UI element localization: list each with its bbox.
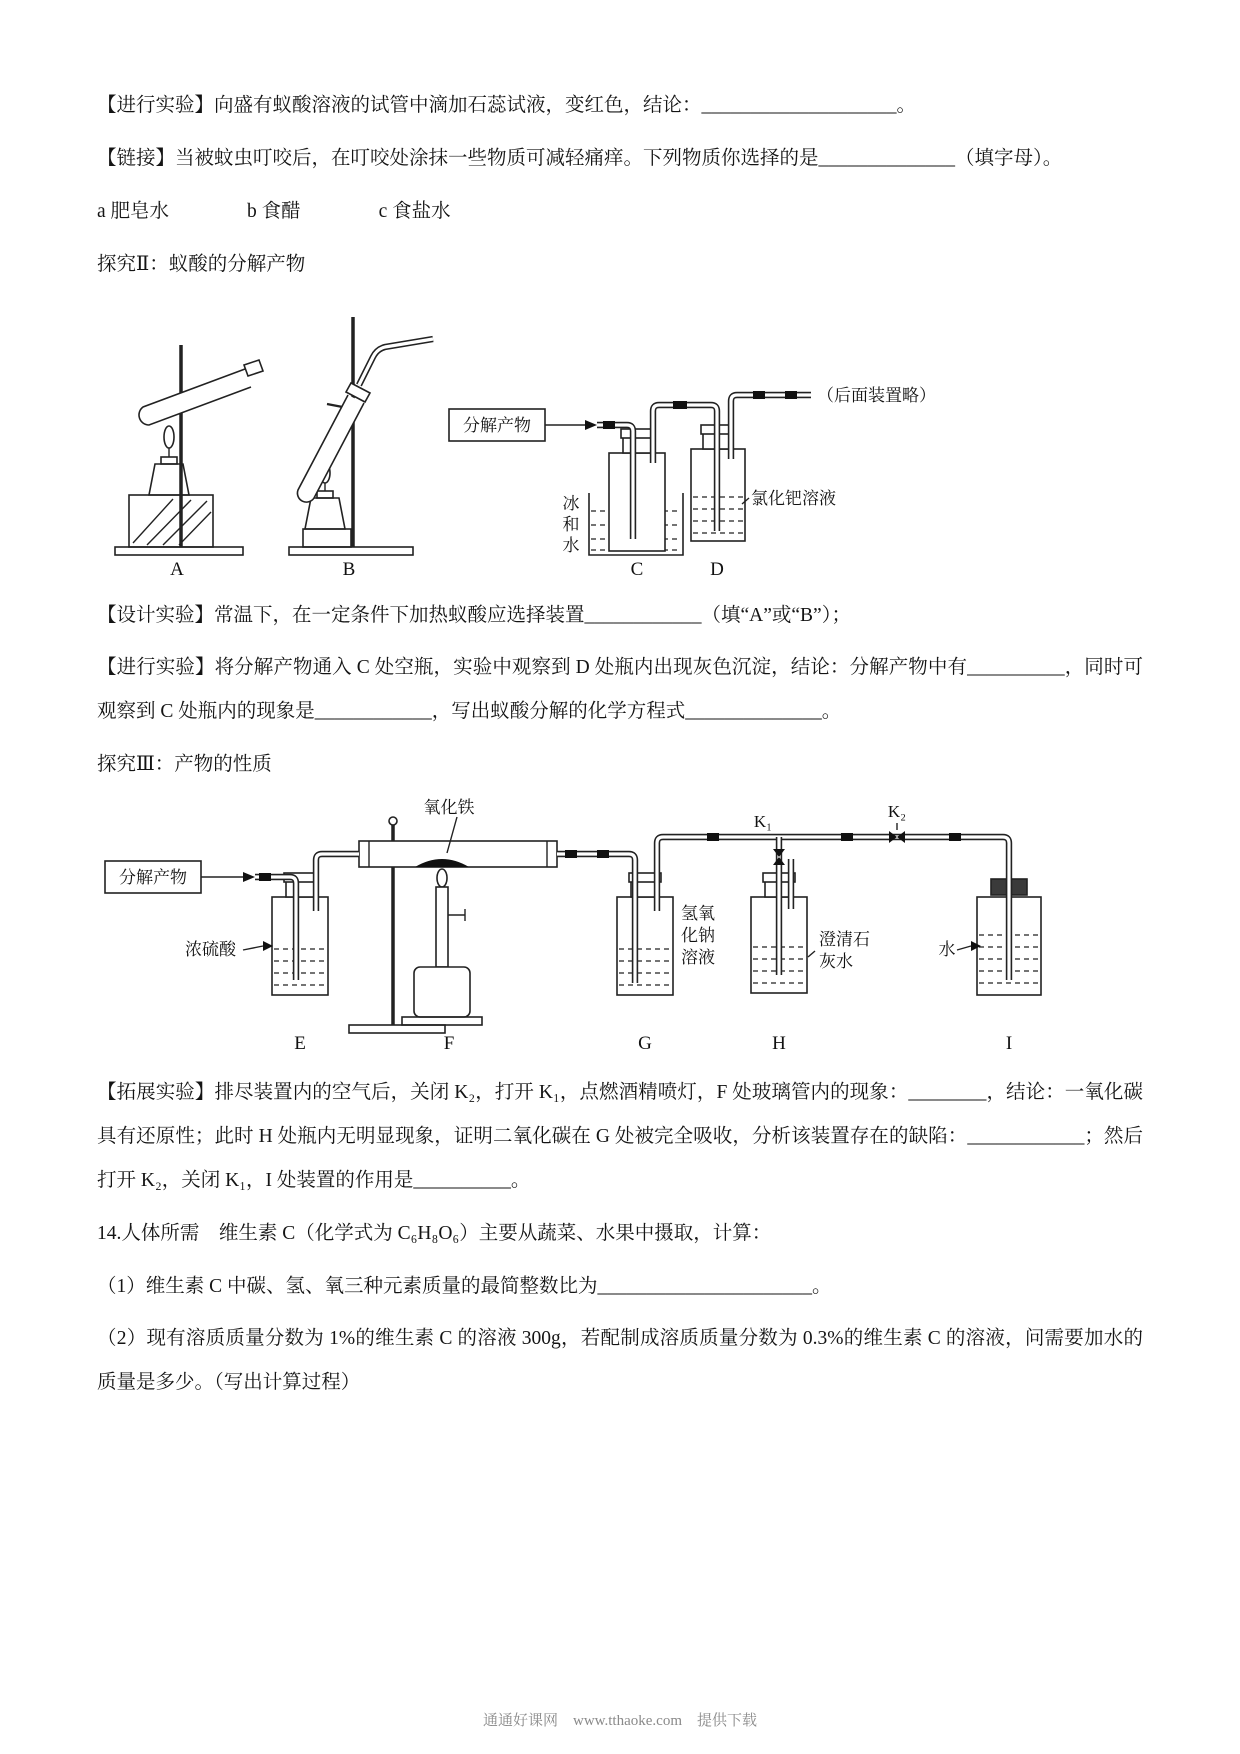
heading-inquiry-2: 探究Ⅱ：蚁酸的分解产物 bbox=[97, 253, 306, 275]
page-footer: 通通好课网 www.tthaoke.com 提供下载 bbox=[482, 1713, 757, 1729]
wooden-block-a bbox=[129, 495, 213, 547]
label-f: F bbox=[443, 1033, 455, 1054]
label-b: B bbox=[342, 558, 356, 580]
delivery-tube-b bbox=[359, 339, 433, 385]
glass-tube-f bbox=[359, 841, 557, 867]
paragraph-question-14-1: （1）维生素 C 中碳、氢、氧三种元素质量的最简整数比为______________________。 bbox=[97, 1275, 832, 1297]
label-i: I bbox=[1005, 1033, 1013, 1054]
k1-label: K₁ bbox=[753, 812, 773, 831]
apparatus-diagram-1 bbox=[97, 297, 957, 582]
product-box-1-label: 分解产物 bbox=[463, 415, 531, 435]
conc-sulfuric-acid-text: 浓硫酸 bbox=[185, 940, 236, 959]
note-rest-omitted: （后面装置略） bbox=[817, 385, 936, 405]
naoh-label-3: 溶液 bbox=[681, 948, 715, 967]
bottle-g bbox=[617, 873, 673, 995]
test-tube-b bbox=[297, 383, 370, 502]
iron-oxide-text: 氧化铁 bbox=[423, 798, 475, 817]
ice-water-label-1: 冰 bbox=[562, 493, 580, 513]
label-c: C bbox=[630, 558, 644, 580]
flow-arrow-2 bbox=[201, 872, 255, 882]
figure-product-properties-apparatus bbox=[97, 797, 1143, 1059]
label-h: H bbox=[772, 1033, 786, 1054]
paragraph-options: a 肥皂水 b 食醋 c 食盐水 bbox=[97, 200, 451, 222]
limewater-text-1: 澄清石 bbox=[819, 930, 870, 949]
paragraph-link: 【链接】当被蚊虫叮咬后，在叮咬处涂抹一些物质可减轻痛痒。下列物质你选择的是______________（填字母）。 bbox=[97, 147, 1063, 169]
paragraph-design-experiment: 【设计实验】常温下，在一定条件下加热蚁酸应选择装置____________（填“A”或“B”）； bbox=[97, 604, 851, 626]
apparatus-diagram-2 bbox=[97, 797, 1137, 1059]
product-box-1 bbox=[449, 409, 545, 441]
apparatus-a bbox=[115, 345, 263, 555]
product-box-2-label: 分解产物 bbox=[119, 868, 187, 887]
figure-decomposition-apparatus bbox=[97, 297, 1143, 582]
test-tube-a bbox=[139, 360, 263, 425]
alcohol-lamp-a bbox=[149, 426, 189, 495]
ice-water-label-2: 和 bbox=[562, 514, 580, 534]
sulfuric-acid-label bbox=[185, 940, 273, 959]
naoh-label-2: 化钠 bbox=[681, 926, 715, 945]
flow-arrow-1 bbox=[545, 420, 597, 430]
label-d: D bbox=[710, 558, 724, 580]
ice-water-label-3: 水 bbox=[562, 535, 580, 555]
product-box-2 bbox=[105, 861, 201, 893]
label-e: E bbox=[294, 1033, 306, 1054]
label-g: G bbox=[638, 1033, 652, 1054]
paragraph-conduct-experiment-2: 【进行实验】将分解产物通入 C 处空瓶，实验中观察到 D 处瓶内出现灰色沉淀，结论：分解产物中有__________，同时可观察到 C 处瓶内的现象是____________，写出蚁酸分解的化学方程式______________。 bbox=[97, 657, 1143, 723]
paragraph-question-14-2: （2）现有溶质质量分数为 1%的维生素 C 的溶液 300g，若配制成溶质质量分数为 0.3%的维生素 C 的溶液，问需要加水的质量是多少。（写出计算过程） bbox=[97, 1328, 1143, 1394]
heading-inquiry-3: 探究Ⅲ：产物的性质 bbox=[97, 754, 272, 776]
water-text: 水 bbox=[938, 940, 956, 959]
limewater-text-2: 灰水 bbox=[819, 952, 853, 971]
water-label bbox=[939, 940, 982, 959]
bottle-c bbox=[609, 429, 665, 551]
paragraph-extension-experiment: 【拓展实验】排尽装置内的空气后，关闭 K₂，打开 K₁，点燃酒精喷灯，F 处玻璃管内的现象：________，结论：一氧化碳具有还原性；此时 H 处瓶内无明显现象，证明二氧化碳在 G 处被完全吸收，分析该装置存在的缺陷：____________；然后打开 K₂，关闭 K₁，I 处装置的作用是__________。 bbox=[97, 1082, 1143, 1191]
paragraph-conduct-experiment-1: 【进行实验】向盛有蚁酸溶液的试管中滴加石蕊试液，变红色，结论：____________________。 bbox=[97, 95, 917, 116]
bottle-e bbox=[272, 873, 328, 995]
naoh-label-1: 氢氧 bbox=[681, 904, 715, 923]
limewater-label bbox=[808, 930, 870, 971]
apparatus-b bbox=[289, 317, 433, 555]
paragraph-question-14: 14.人体所需 维生素 C（化学式为 C₆H₈O₆）主要从蔬菜、水果中摄取，计算： bbox=[97, 1222, 772, 1244]
palladium-chloride-label: 氯化钯溶液 bbox=[751, 488, 836, 508]
k2-label: K₂ bbox=[887, 802, 907, 821]
label-a: A bbox=[170, 558, 184, 580]
alcohol-blast-lamp bbox=[402, 869, 482, 1025]
